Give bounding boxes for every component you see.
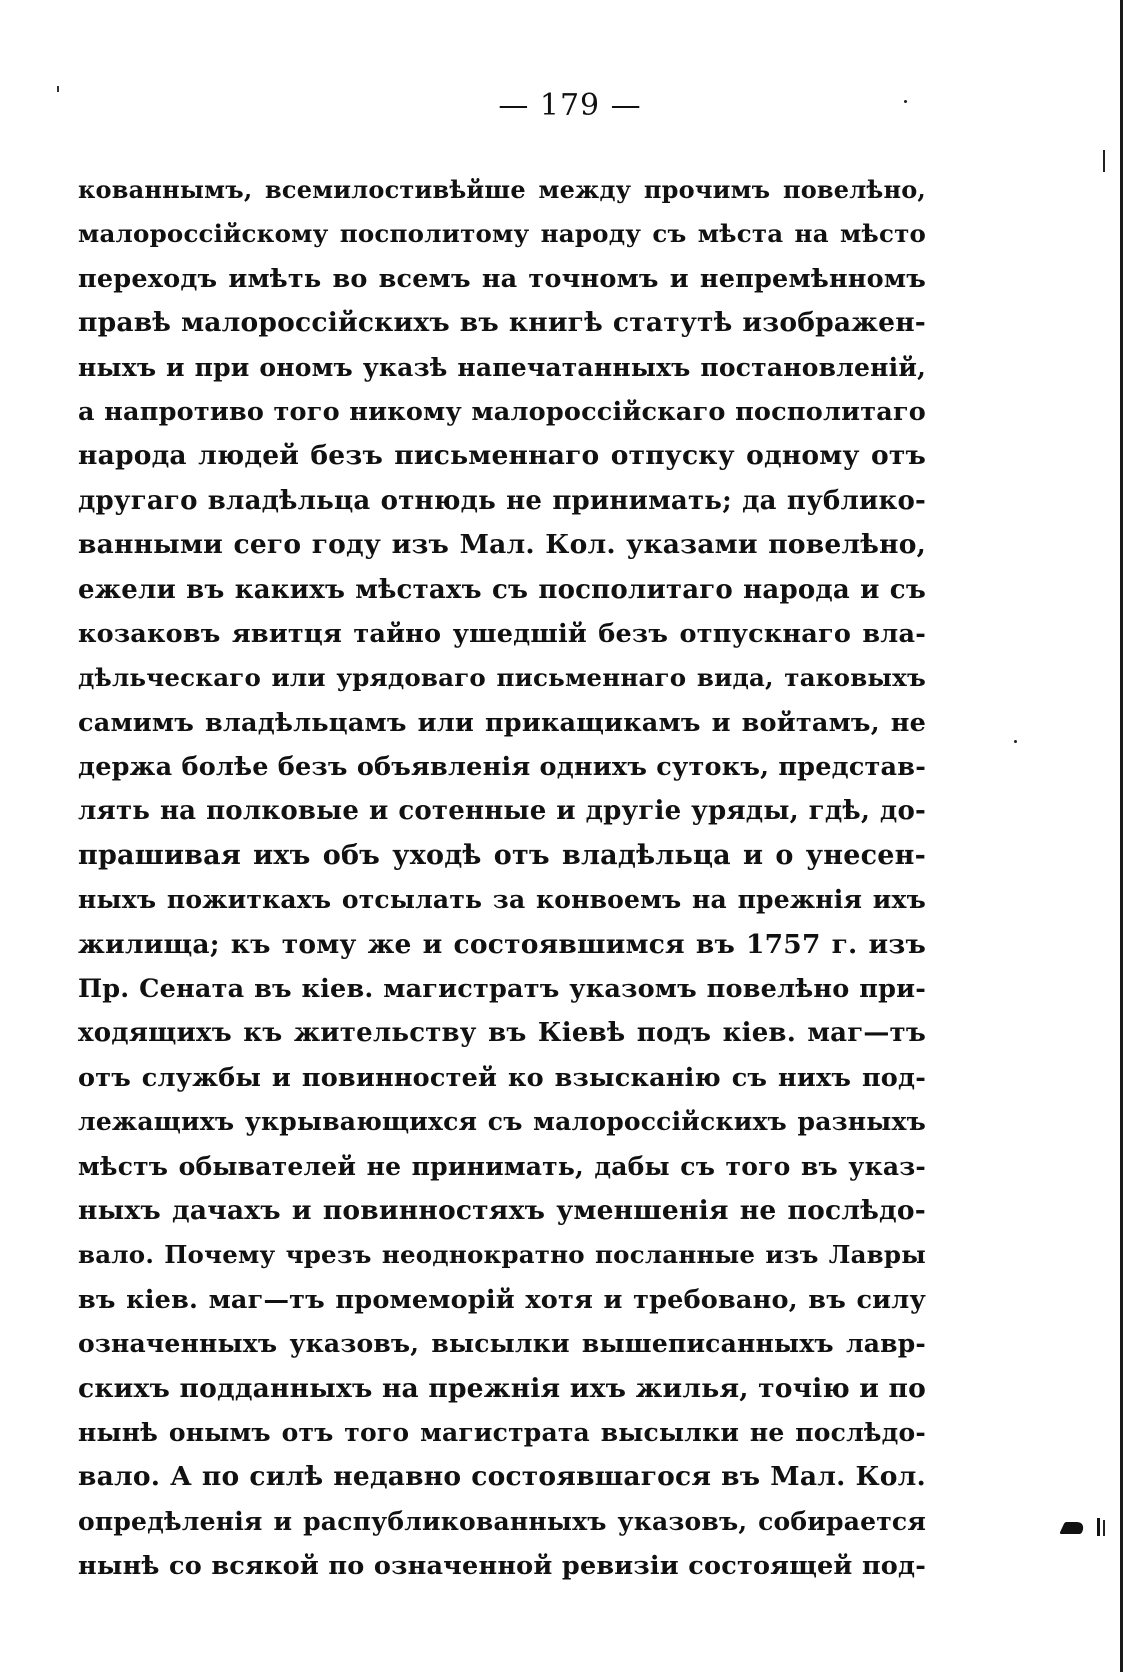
text-line: ныхъ и при ономъ указѣ напечатанныхъ постановленій,	[78, 352, 926, 382]
text-line: кованнымъ, всемилостивѣйше между прочимъ повелѣно,	[78, 175, 926, 204]
text-line: дѣльческаго или урядоваго письменнаго вида, таковыхъ	[78, 663, 926, 693]
text-line: опредѣленія и распубликованныхъ указовъ, собирается	[78, 1506, 926, 1536]
text-line: жилища; къ тому же и состоявшимся въ 1757 г. изъ	[78, 928, 926, 960]
margin-mark	[1103, 150, 1105, 172]
page-edge-rule	[1120, 0, 1123, 1672]
text-line: ежели въ какихъ мѣстахъ съ посполитаго народа и съ	[78, 574, 926, 605]
text-line: мѣстъ обывателей не принимать, дабы съ того въ указ-	[78, 1151, 926, 1181]
text-line: правѣ малороссійскихъ въ книгѣ статутѣ изображен-	[78, 307, 926, 339]
text-line: вало. А по силѣ недавно состоявшагося въ Мал. Кол.	[78, 1461, 926, 1493]
ink-mark	[1097, 1518, 1100, 1536]
text-line: Пр. Сената въ кіев. магистратъ указомъ повелѣно при-	[78, 974, 926, 1005]
text-line: нынѣ онымъ отъ того магистрата высылки не послѣдо-	[78, 1417, 926, 1447]
text-line: отъ службы и повинностей ко взысканію съ нихъ под-	[78, 1062, 926, 1093]
margin-speck	[1014, 740, 1017, 743]
body-text	[78, 168, 926, 1589]
text-line: малороссійскому посполитому народу съ мѣста на мѣсто	[78, 219, 926, 249]
text-line: нынѣ со всякой по означенной ревизіи состоящей под-	[78, 1551, 926, 1582]
text-line: означенныхъ указовъ, высылки вышеписанныхъ лавр-	[78, 1329, 926, 1359]
text-line: лежащихъ укрывающихся съ малороссійскихъ разныхъ	[78, 1107, 926, 1137]
text-line: переходъ имѣть во всемъ на точномъ и непремѣнномъ	[78, 263, 926, 294]
text-line: держа болѣе безъ объявленія однихъ сутокъ, представ-	[78, 752, 926, 783]
page-number: — 179 —	[498, 88, 642, 123]
ink-blot	[1059, 1522, 1087, 1534]
text-line: лять на полковые и сотенные и другіе уряды, гдѣ, до-	[78, 796, 926, 827]
text-line: вало. Почему чрезъ неоднократно посланные изъ Лавры	[78, 1240, 926, 1270]
text-line: ходящихъ къ жительству въ Кіевѣ подъ кіев. маг—тъ	[78, 1018, 926, 1049]
text-line: прашивая ихъ объ уходѣ отъ владѣльца и о унесен-	[78, 839, 926, 871]
text-line: ванными сего году изъ Мал. Кол. указами повелѣно,	[78, 529, 926, 561]
text-line: ныхъ дачахъ и повинностяхъ уменшенія не послѣдо-	[78, 1194, 926, 1226]
text-line: скихъ подданныхъ на прежнія ихъ жилья, точію и по	[78, 1372, 926, 1404]
text-line: ныхъ пожиткахъ отсылать за конвоемъ на прежнія ихъ	[78, 885, 926, 915]
text-line: народа людей безъ письменнаго отпуску одному отъ	[78, 440, 926, 472]
text-line: самимъ владѣльцамъ или прикащикамъ и войтамъ, не	[78, 707, 926, 738]
text-line: другаго владѣльца отнюдь не принимать; да публико-	[78, 485, 926, 516]
text-line: козаковъ явитця тайно ушедшій безъ отпускнаго вла-	[78, 618, 926, 649]
text-line: въ кіев. маг—тъ промеморій хотя и требовано, въ силу	[78, 1284, 926, 1315]
text-line: а напротиво того никому малороссійскаго посполитаго	[78, 396, 926, 427]
margin-mark	[1103, 1520, 1105, 1536]
